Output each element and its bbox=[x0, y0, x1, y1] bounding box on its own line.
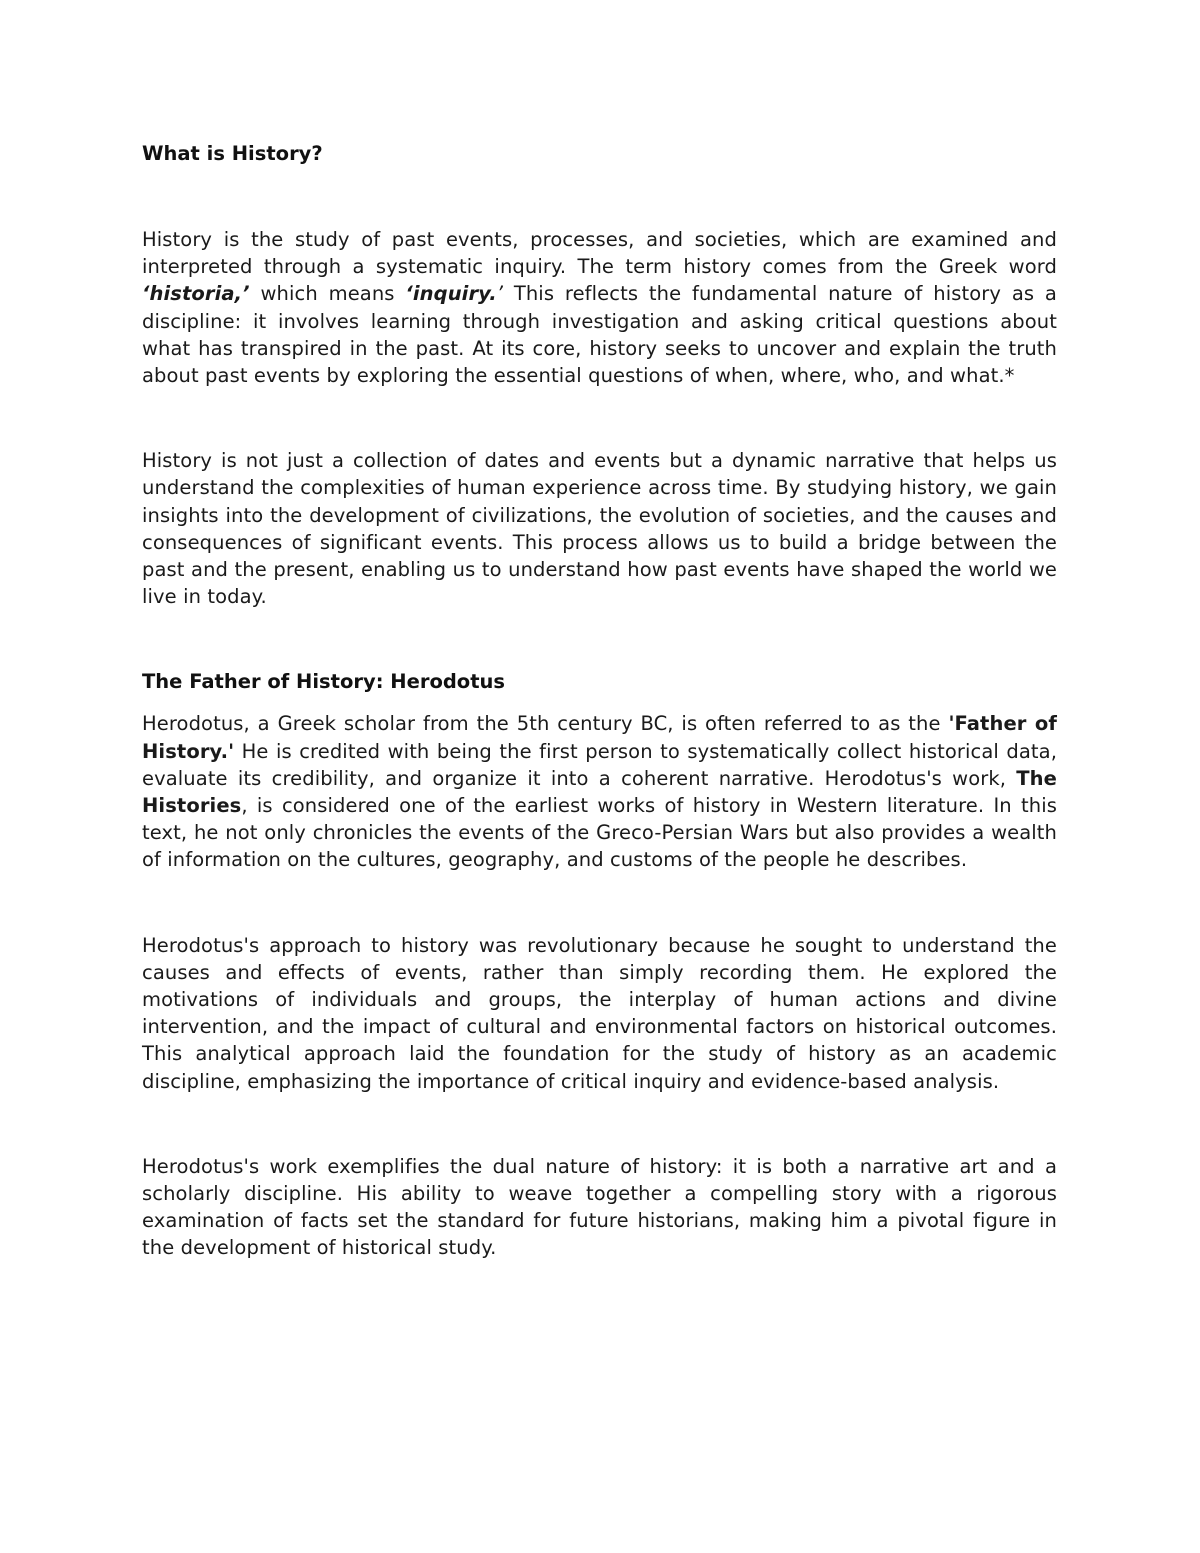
paragraph-text: , is considered one of the earliest works of history in Western literature. In this text, he not only chronicles the events of the Greco-Persian Wars but also provides a wealth of information on the cultures, geography, and customs of the people he describes. bbox=[142, 794, 1057, 872]
paragraph-narrative: History is not just a collection of dates and events but a dynamic narrative that helps us understand the complexities of human experience across time. By studying history, we gain insights into the development of civilizations, the evolution of societies, and the causes and consequences of significant events. This process allows us to build a bridge between the past and the present, enabling us to understand how past events have shaped the world we live in today. bbox=[142, 449, 1057, 609]
paragraph-definition bbox=[142, 226, 1057, 389]
the-histories-title: The Histories bbox=[142, 766, 1057, 818]
paragraph-herodotus-approach: Herodotus's approach to history was revolutionary because he sought to understand the causes and effects of events, rather than simply recording them. He explored the motivations of individuals and groups, the interplay of human actions and divine intervention, and the impact of cultural and environmental factors on historical outcomes. This analytical approach laid the foundation for the study of history as an academic discipline, emphasizing the importance of critical inquiry and evidence-based analysis. bbox=[142, 933, 1057, 1093]
paragraph-herodotus-legacy: Herodotus's work exemplifies the dual nature of history: it is both a narrative art and a scholarly discipline. His ability to weave together a compelling story with a rigorous examination of facts set the standard for future historians, making him a pivotal figure in the development of historical study. bbox=[142, 1154, 1057, 1260]
father-of-history-title: 'Father of History.' bbox=[142, 712, 1057, 763]
paragraph-text: He is credited with being the first person to systematically collect historical data, evaluate its credibility, and organize it into a coherent narrative. Herodotus's work, bbox=[142, 739, 1057, 790]
term-historia: ‘historia,’ bbox=[142, 282, 250, 306]
paragraph-text: Herodotus, a Greek scholar from the 5th century BC, is often referred to as the bbox=[142, 712, 949, 736]
paragraph-text: This reflects the fundamental nature of history as a discipline: it involves learning through investigation and asking critical questions about what has transpired in the past. At its core, history seeks to uncover and explain the truth about past events by exploring the essential questions of when, where, who, and what.* bbox=[142, 282, 1057, 388]
quote-close: ’ bbox=[496, 282, 504, 306]
paragraph-herodotus-intro bbox=[142, 710, 1057, 873]
section-heading-father-of-history: The Father of History: Herodotus bbox=[142, 670, 506, 694]
section-heading-what-is-history: What is History? bbox=[142, 142, 323, 165]
paragraph-text: History is the study of past events, processes, and societies, which are examined and interpreted through a systematic inquiry. The term history comes from the Greek word bbox=[142, 228, 1057, 279]
document-body bbox=[142, 140, 1057, 1262]
paragraph-text: which means bbox=[249, 282, 406, 306]
term-inquiry: ‘inquiry. bbox=[405, 282, 497, 306]
